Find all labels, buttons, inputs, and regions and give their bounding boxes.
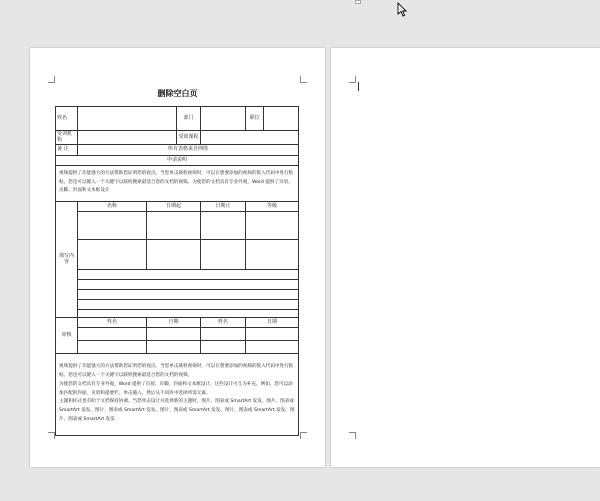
table-cell[interactable] — [201, 239, 246, 269]
name-label: 姓名 — [56, 107, 78, 131]
table-cell[interactable] — [147, 211, 201, 239]
text-insertion-cursor — [358, 82, 359, 91]
apply-desc-header: 申请说明 — [56, 155, 299, 165]
table-cell[interactable] — [147, 327, 201, 340]
document-title[interactable]: 删除空白页 — [157, 89, 198, 98]
table-cell[interactable] — [78, 299, 299, 309]
document-page-2[interactable] — [331, 48, 600, 467]
table-cell[interactable] — [246, 211, 299, 239]
review-col-header-date-2: 日期 — [246, 317, 299, 327]
document-page-1[interactable] — [30, 48, 325, 467]
bottom-text-cell[interactable] — [56, 353, 299, 435]
margin-corner-mark — [349, 432, 356, 439]
review-label: 审核 — [56, 317, 78, 353]
table-cell[interactable] — [78, 269, 299, 279]
table-cell[interactable] — [78, 340, 147, 353]
page-resize-handle[interactable] — [355, 0, 361, 4]
table-cell[interactable] — [246, 340, 299, 353]
margin-corner-mark — [300, 76, 307, 83]
content-col-header-end-date: 日期止 — [201, 201, 246, 211]
toolbar-strip — [0, 0, 600, 14]
training-course-label: 受训课程 — [177, 131, 201, 145]
table-cell[interactable] — [78, 239, 147, 269]
mouse-pointer-icon — [397, 2, 407, 18]
table-cell[interactable] — [78, 211, 147, 239]
department-value-cell[interactable] — [201, 107, 246, 131]
bottom-paragraph-3: 主题和样式也有助于文档保持协调。当您单击设计并选择新的主题时，图片、图表或 SmartArt 发发、图片、图表或 SmartArt 发发、图片、图表或 SmartArt 发发、图片、图表或 SmartArt 发发、图片、图表或 SmartArt 发发、图片、图表或 SmartArt 发发 — [59, 399, 295, 422]
training-form-table[interactable] — [55, 106, 299, 436]
table-cell[interactable] — [78, 327, 147, 340]
training-course-value-cell[interactable] — [201, 131, 299, 145]
content-col-header-level: 等级 — [246, 201, 299, 211]
table-cell[interactable] — [246, 239, 299, 269]
remarks-label: 备 注 — [56, 144, 78, 155]
training-org-label: 受训机构 — [56, 131, 78, 145]
content-col-header-name: 名称 — [78, 201, 147, 211]
bottom-paragraph-2: 为使您的文档具有专业外观，Word 提供了页眉、页脚、封面和文本框设计，这些设计可互为补充。例如，您可以添加匹配的封面、页眉和提要栏。单击插入，然后从不同库中选择所需元素。 — [59, 381, 293, 396]
bottom-paragraph-1: 视频提供了功能强大的方法帮助您证明您的观点。当您单击联机视频时，可以在想要添加的视频的嵌入代码中进行粘贴。您也可以键入一个关键字以联机搜索最适合您的文档的视频。 — [59, 364, 294, 379]
table-cell[interactable] — [78, 309, 299, 317]
table-cell[interactable] — [78, 289, 299, 299]
margin-corner-mark — [349, 76, 356, 83]
table-cell[interactable] — [246, 327, 299, 340]
table-cell[interactable] — [147, 340, 201, 353]
table-cell[interactable] — [78, 279, 299, 289]
training-org-value-cell[interactable] — [78, 131, 177, 145]
content-col-header-start-date: 日期起 — [147, 201, 201, 211]
table-cell[interactable] — [201, 340, 246, 353]
fill-content-label: 填写内容 — [56, 201, 78, 317]
apply-desc-paragraph[interactable]: 视频提供了功能强大的方法帮助您证明您的观点。当您单击联机视频时，可以在想要添加的视频的嵌入代码中进行粘贴。您也可以键入一个关键字以联机搜索最适合您的文档的视频。为使您的文档具有专业外观，Word 提供了页眉、页脚、封面和文本框设计 — [56, 165, 299, 201]
margin-corner-mark — [48, 432, 55, 439]
table-cell[interactable] — [201, 327, 246, 340]
review-col-header-name: 姓名 — [78, 317, 147, 327]
department-label: 部门 — [177, 107, 201, 131]
review-col-header-date: 日期 — [147, 317, 201, 327]
table-cell[interactable] — [201, 211, 246, 239]
margin-corner-mark — [48, 76, 55, 83]
review-col-header-name-2: 姓名 — [201, 317, 246, 327]
table-cell[interactable] — [147, 239, 201, 269]
remarks-value[interactable]: 所有表格来自网络 — [78, 144, 299, 155]
position-value-cell[interactable] — [264, 107, 299, 131]
position-label: 职位 — [246, 107, 264, 131]
name-value-cell[interactable] — [78, 107, 177, 131]
margin-corner-mark — [300, 432, 307, 439]
